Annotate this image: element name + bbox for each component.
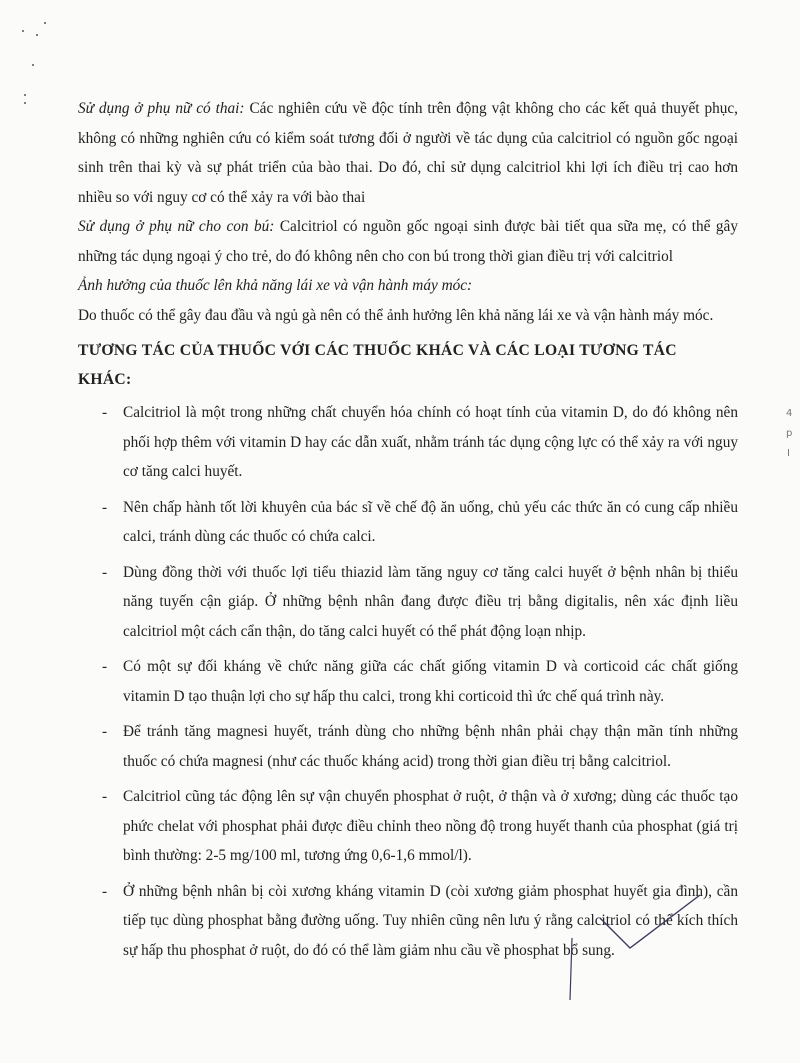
bullet-dash: - — [102, 498, 108, 516]
driving-heading: Ảnh hưởng của thuốc lên khả năng lái xe và vận hành máy móc: — [78, 277, 473, 294]
scan-speck — [22, 30, 24, 32]
list-item-text: Calcitriol là một trong những chất chuyển hóa chính có hoạt tính của vitamin D, do đó không nên phối hợp thêm với vitamin D hay các dẫn xuất, nhằm tránh tác dụng cộng lực có thể xảy ra với nguy cơ tăng calci huyết. — [123, 404, 738, 480]
bullet-dash: - — [102, 658, 108, 675]
interactions-title-line1: TƯƠNG TÁC CỦA THUỐC VỚI CÁC THUỐC KHÁC VÀ CÁC LOẠI TƯƠNG TÁC — [78, 342, 677, 359]
bullet-dash: - — [102, 723, 108, 740]
margin-mark: p — [786, 428, 793, 439]
margin-mark: 4 — [786, 408, 793, 419]
document-body — [78, 94, 738, 971]
scan-speck — [36, 34, 38, 36]
bullet-dash: - — [102, 788, 108, 805]
list-item — [78, 558, 738, 647]
interactions-list — [78, 398, 738, 965]
scan-speck — [32, 64, 34, 66]
list-item-text: Dùng đồng thời với thuốc lợi tiểu thiazid làm tăng nguy cơ tăng calci huyết ở bệnh nhân bị thiểu năng tuyến cận giáp. Ở những bệnh nhân đang được điều trị bằng digitalis, nên xác định liều calcitriol một cách cẩn thận, do tăng calci huyết có thể phát động loạn nhịp. — [123, 563, 738, 640]
pregnancy-paragraph — [78, 94, 738, 212]
breastfeeding-paragraph — [78, 212, 738, 271]
scan-speck — [44, 22, 46, 24]
list-item — [78, 782, 738, 871]
list-item — [78, 877, 738, 966]
scan-speck — [24, 102, 26, 104]
interactions-title — [78, 336, 738, 394]
list-item-text: Calcitriol cũng tác động lên sự vận chuyển phosphat ở ruột, ở thận và ở xương; dùng các thuốc tạo phức chelat với phosphat phải được điều chỉnh theo nồng độ trong huyết thanh của phosphat (giá trị bình thường: 2-5 mg/100 ml, tương ứng 0,6-1,6 mmol/l). — [123, 788, 738, 864]
list-item — [78, 717, 738, 776]
list-item — [78, 398, 738, 487]
pregnancy-text: Các nghiên cứu về độc tính trên động vật không cho các kết quả thuyết phục, không có những nghiên cứu có kiểm soát tương đối ở người về tác dụng của calcitriol có nguồn gốc ngoại sinh trên thai kỳ và sự phát triển của bào thai. Do đó, chỉ sử dụng calcitriol khi lợi ích điều trị cao hơn nhiều so với nguy cơ có thể xảy ra với bào thai — [78, 100, 739, 206]
scan-speck — [24, 94, 26, 96]
list-item-text: Nên chấp hành tốt lời khuyên của bác sĩ về chế độ ăn uống, chủ yếu các thức ăn có cung cấp nhiều calci, tránh dùng các thuốc có chứa calci. — [123, 498, 738, 545]
breastfeeding-text: Calcitriol có nguồn gốc ngoại sinh được bài tiết qua sữa mẹ, có thể gây những tác dụng ngoại ý cho trẻ, do đó không nên cho con bú trong thời gian điều trị với calcitriol — [78, 218, 738, 265]
margin-mark: I — [787, 448, 790, 459]
bullet-dash: - — [102, 404, 108, 421]
breastfeeding-label: Sử dụng ở phụ nữ cho con bú: — [78, 218, 275, 235]
list-item — [78, 652, 738, 711]
list-item — [78, 493, 738, 552]
driving-text: Do thuốc có thể gây đau đầu và ngủ gà nên có thể ảnh hưởng lên khả năng lái xe và vận hành máy móc. — [78, 306, 714, 324]
list-item-text: Ở những bệnh nhân bị còi xương kháng vitamin D (còi xương giảm phosphat huyết gia đình), cần tiếp tục dùng phosphat bằng đường uống. Tuy nhiên cũng nên lưu ý rằng calcitriol có thể kích thích sự hấp thu phosphat ở ruột, do đó có thể làm giảm nhu cầu về phosphat bổ sung. — [123, 882, 738, 959]
pregnancy-label: Sử dụng ở phụ nữ có thai: — [78, 100, 245, 117]
list-item-text: Có một sự đối kháng về chức năng giữa các chất giống vitamin D và corticoid các chất giống vitamin D tạo thuận lợi cho sự hấp thu calci, trong khi corticoid thì ức chế quá trình này. — [123, 658, 738, 705]
list-item-text: Để tránh tăng magnesi huyết, tránh dùng cho những bệnh nhân phải chạy thận mãn tính những thuốc có chứa magnesi (như các thuốc kháng acid) trong thời gian điều trị bằng calcitriol. — [123, 723, 738, 770]
bullet-dash: - — [102, 563, 108, 581]
interactions-title-line2: KHÁC: — [78, 371, 132, 388]
bullet-dash: - — [102, 882, 108, 900]
